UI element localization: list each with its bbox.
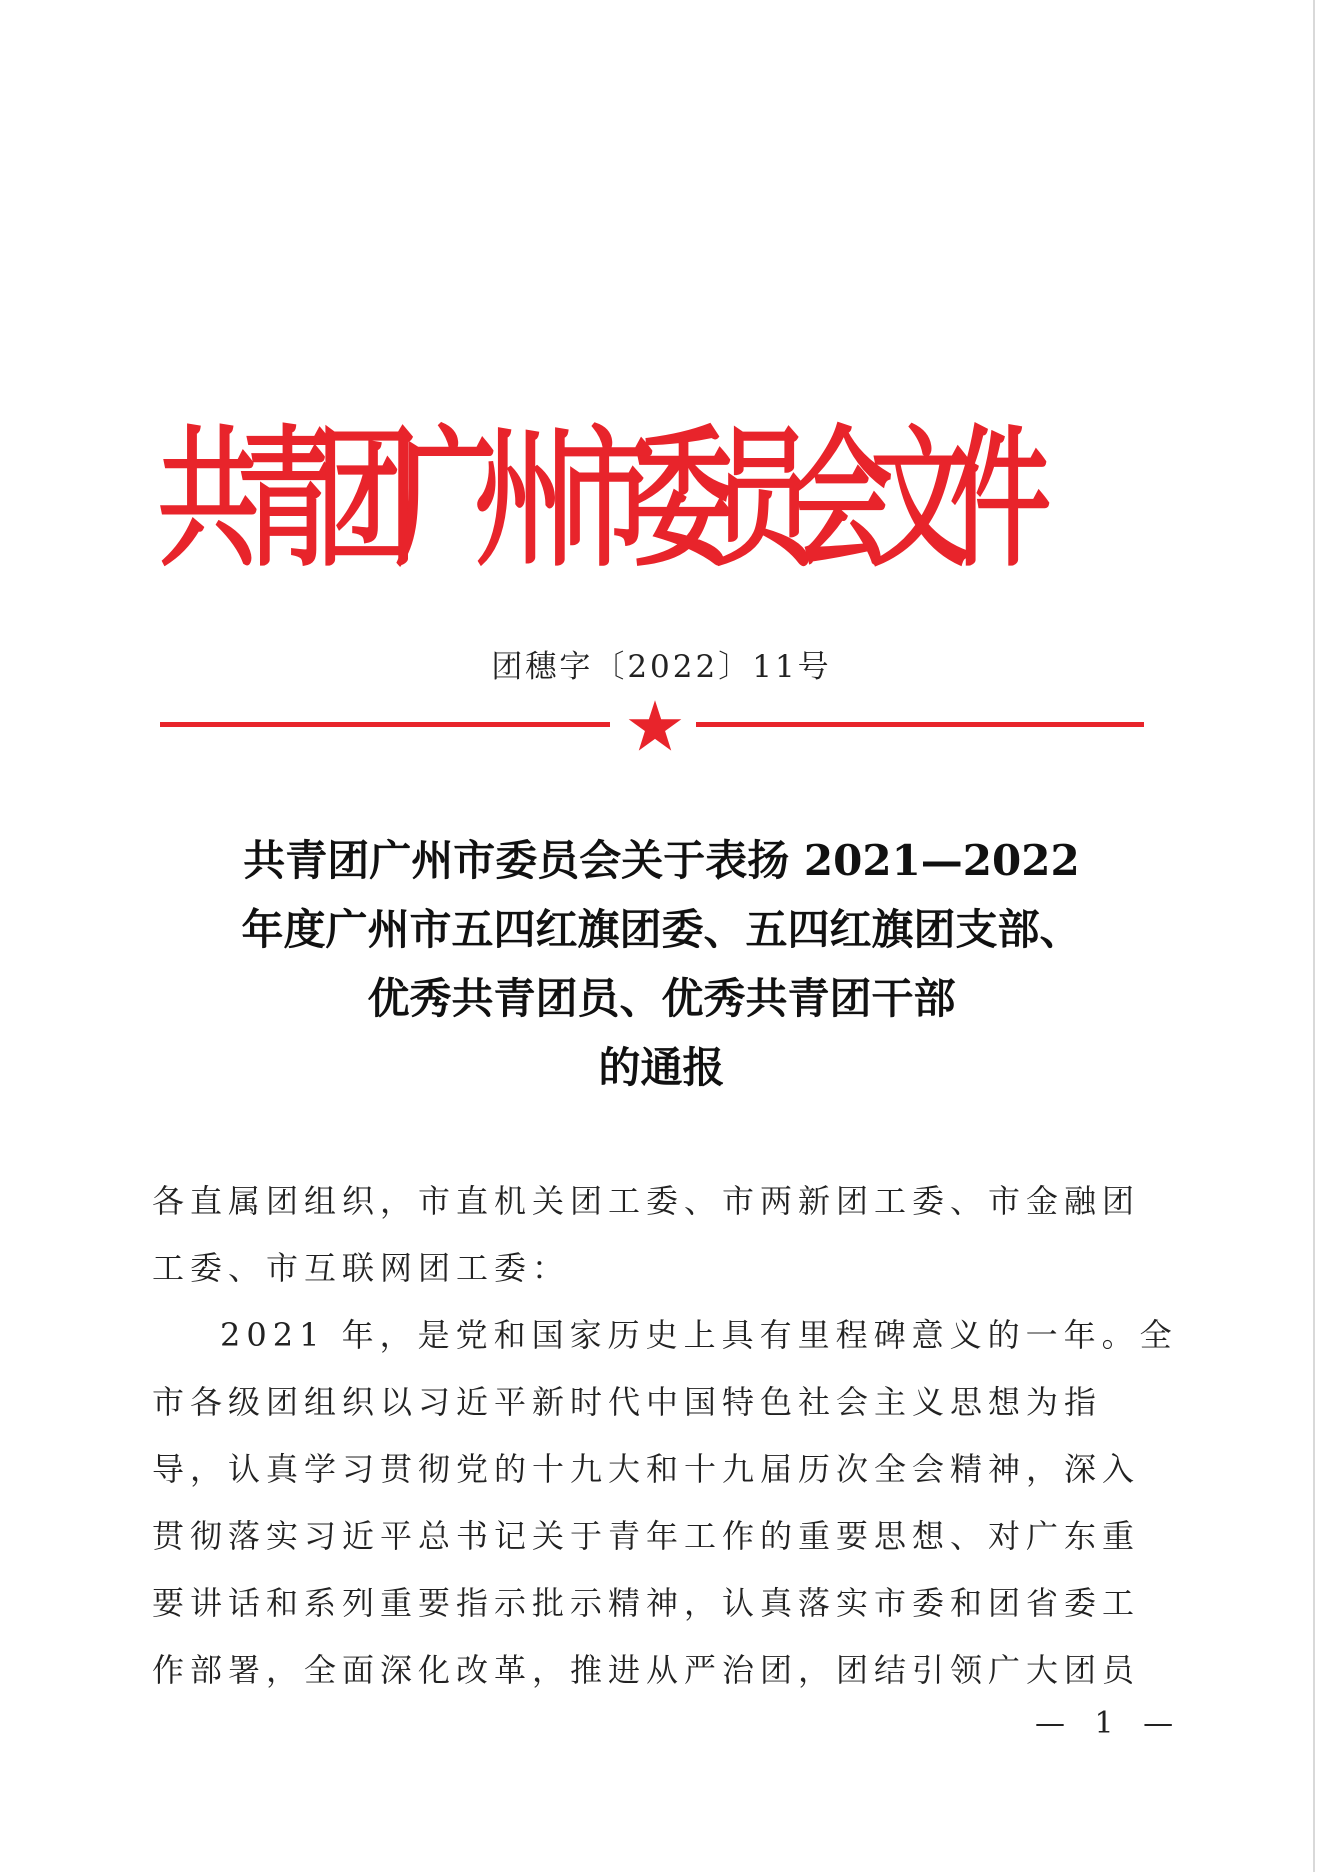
paragraph-line: 市各级团组织以习近平新时代中国特色社会主义思想为指 <box>152 1383 1103 1421</box>
title-line: 的通报 <box>598 1043 725 1092</box>
paragraph-line: 作部署，全面深化改革，推进从严治团，团结引领广大团员 <box>152 1651 1141 1689</box>
salutation-line: 工委、市互联网团工委： <box>152 1249 571 1287</box>
salutation <box>152 1168 1141 1302</box>
red-rule-right <box>696 722 1144 727</box>
paragraph-line: 导，认真学习贯彻党的十九大和十九届历次全会精神，深入 <box>152 1450 1141 1488</box>
paragraph-line: 2021 年，是党和国家历史上具有里程碑意义的一年。全 <box>220 1316 1178 1354</box>
title-line: 共青团广州市委员会关于表扬 2021—2022 <box>243 836 1080 885</box>
title-line: 优秀共青团员、优秀共青团干部 <box>367 974 956 1023</box>
salutation-line: 各直属团组织，市直机关团工委、市两新团工委、市金融团 <box>152 1182 1141 1220</box>
title-line: 年度广州市五四红旗团委、五四红旗团支部、 <box>241 905 1082 954</box>
document-title <box>0 826 1323 1102</box>
page-number: — 1 — <box>1035 1706 1184 1741</box>
red-star-icon <box>627 698 683 754</box>
paragraph-line: 贯彻落实习近平总书记关于青年工作的重要思想、对广东重 <box>152 1517 1141 1555</box>
document-body <box>152 1168 1178 1704</box>
document-number: 团穗字〔2022〕11号 <box>491 649 832 685</box>
document-masthead: 共青团广州市委员会文件 <box>158 411 1030 589</box>
body-paragraph <box>152 1302 1178 1704</box>
paragraph-line: 要讲话和系列重要指示批示精神，认真落实市委和团省委工 <box>152 1584 1141 1622</box>
red-rule-left <box>160 722 610 727</box>
